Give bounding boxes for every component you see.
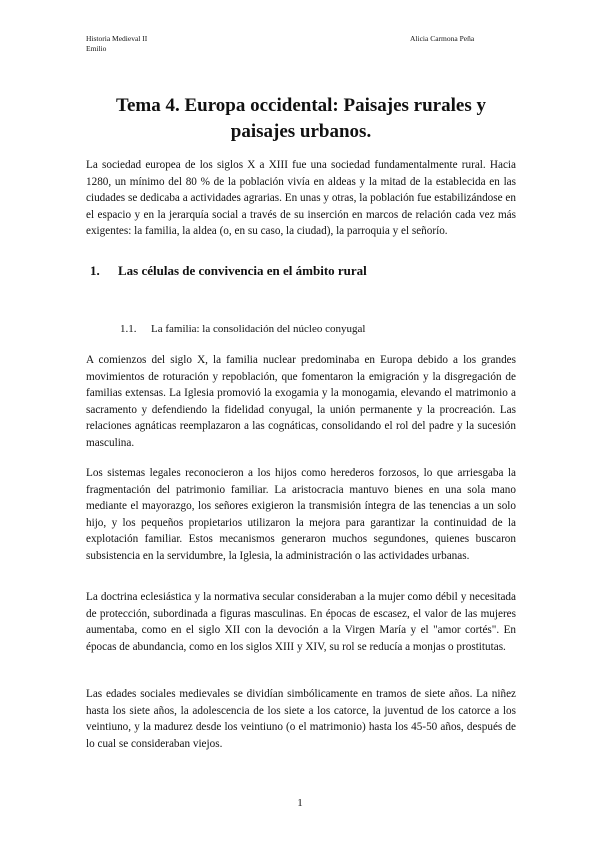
header-left <box>86 34 147 54</box>
body-paragraph: A comienzos del siglo X, la familia nuclear predominaba en Europa debido a los grandes movimientos de roturación y repoblación, que fomentaron la emigración y la disgregación de familias extensas. La Iglesia promovió la exogamia y la monogamia, elevando el matrimonio a sacramento y defendiendo la fidelidad conyugal, la unión permanente y la procreación. Las relaciones agnáticas reemplazaron a las cognáticas, consolidando el rol del padre y la sucesión masculina. <box>86 354 516 449</box>
section-number: 1. <box>90 263 100 278</box>
page-title: Tema 4. Europa occidental: Paisajes rurales y paisajes urbanos. <box>116 95 486 142</box>
page-number: 1 <box>297 797 303 809</box>
subsection-title: La familia: la consolidación del núcleo conyugal <box>151 323 366 335</box>
header-professor: Emilio <box>86 44 107 53</box>
header-course: Historia Medieval II <box>86 34 148 43</box>
body-paragraph: La doctrina eclesiástica y la normativa secular consideraban a la mujer como débil y necesitada de protección, subordinada a figuras masculinas. En épocas de escasez, el valor de las mujeres aumentaba, como en el siglo XII con la devoción a la Virgen María y el "amor cortés". En épocas de abundancia, como en los siglos XIII y XIV, su rol se reducía a monjas o prostitutas. <box>86 591 516 653</box>
section-heading <box>90 262 367 280</box>
body-paragraph: Los sistemas legales reconocieron a los hijos como herederos forzosos, lo que arriesgaba la fragmentación del patrimonio familiar. La aristocracia mantuvo bienes en una sola mano mediante el mayorazgo, los señores exigieron la transmisión íntegra de las tenencias a un solo hijo, y los pequeños propietarios utilizaron la mejora para garantizar la continuidad de la explotación familiar. Estos mecanismos generaron muchos segundones, quienes buscaron subsistencia en la servidumbre, la Iglesia, la administración o las actividades urbanas. <box>86 467 516 562</box>
section-title: Las células de convivencia en el ámbito rural <box>118 263 367 278</box>
subsection-heading <box>120 322 365 337</box>
intro-paragraph: La sociedad europea de los siglos X a XIII fue una sociedad fundamentalmente rural. Hacia 1280, un mínimo del 80 % de la población vivía en aldeas y la mitad de la establecida en las ciudades se dedicaba a actividades agrarias. En unas y otras, la población fue estabilizándose en el espacio y en la jerarquía social a través de su inserción en marcos de relación cada vez más exigentes: la familia, la aldea (o, en su caso, la ciudad), la parroquia y el señorío. <box>86 159 516 237</box>
header-author: Alicia Carmona Peña <box>410 34 475 43</box>
body-paragraph: Las edades sociales medievales se dividían simbólicamente en tramos de siete años. La niñez hasta los siete años, la adolescencia de los siete a los catorce, la juventud de los catorce a los veintiuno, y la madurez desde los veintiuno (o el matrimonio) hasta los 45-50 años, después de lo cual se consideraban viejos. <box>86 688 516 750</box>
subsection-number: 1.1. <box>120 323 137 335</box>
